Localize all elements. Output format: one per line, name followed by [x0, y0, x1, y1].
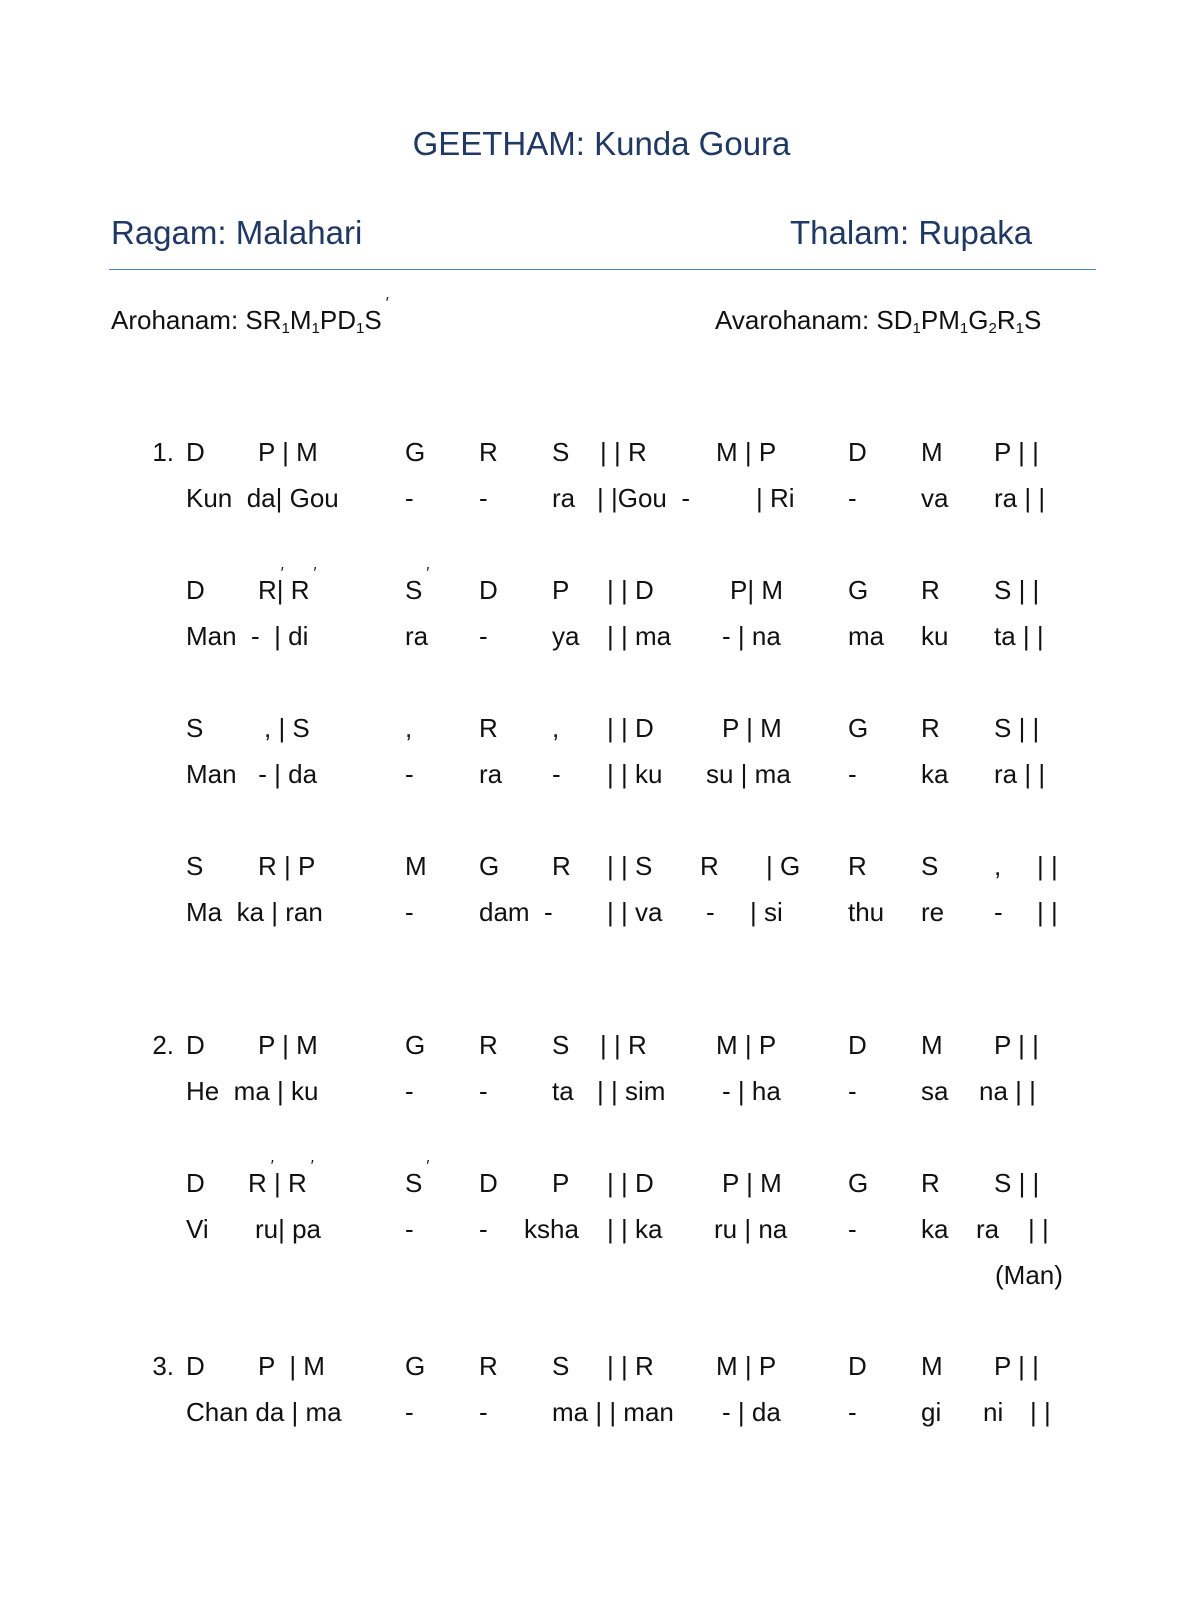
- swara-cell: D: [479, 575, 498, 605]
- scale-note: S: [245, 305, 263, 335]
- swara-cell: G: [848, 1168, 869, 1198]
- swara-cell: | | S: [607, 851, 653, 881]
- swara-cell: R: [921, 713, 940, 743]
- sahitya-cell: -: [405, 1397, 414, 1427]
- sahitya-cell: - | na: [722, 621, 781, 651]
- swara-cell: R: [700, 851, 719, 881]
- scale-note: S ′: [364, 305, 381, 336]
- sahitya-cell: ra: [479, 759, 503, 789]
- sahitya-cell: gi: [921, 1397, 942, 1427]
- sahitya-cell: -: [405, 1214, 414, 1244]
- sahitya-cell: ru | na: [714, 1214, 788, 1244]
- swara-cell: S | |: [994, 1168, 1040, 1198]
- swara-cell: G: [405, 1030, 426, 1060]
- sahitya-cell: -: [848, 483, 857, 513]
- swara-cell: M: [921, 1030, 943, 1060]
- swara-cell: R ′ | R ′: [248, 1168, 307, 1199]
- page-title: GEETHAM: Kunda Goura: [412, 125, 791, 162]
- swara-cell: P: [552, 575, 570, 605]
- swara-cell: M | P: [716, 1030, 777, 1060]
- sahitya-cell: ku: [921, 621, 949, 651]
- sahitya-cell: -: [479, 1397, 488, 1427]
- swara-cell: R: [479, 1030, 498, 1060]
- sahitya-cell: ra | |: [994, 759, 1046, 789]
- swara-cell: P | M: [722, 1168, 782, 1198]
- sahitya-cell: | |: [1037, 897, 1058, 927]
- swara-cell: R: [479, 1351, 498, 1381]
- swara-cell: S: [552, 437, 570, 467]
- swara-cell: R: [479, 713, 498, 743]
- swara-cell: S: [186, 713, 204, 743]
- sahitya-cell: -: [848, 1076, 857, 1106]
- sahitya-cell: na | |: [979, 1076, 1036, 1106]
- sahitya-cell: ksha: [524, 1214, 579, 1244]
- sahitya-cell: ra: [405, 621, 429, 651]
- swara-cell: P | M: [258, 437, 318, 467]
- swara-cell: | |: [1037, 851, 1058, 881]
- sahitya-cell: ra: [552, 483, 576, 513]
- sahitya-cell: - | ha: [722, 1076, 781, 1106]
- sahitya-cell: -: [479, 1076, 488, 1106]
- sahitya-cell: -: [706, 897, 715, 927]
- swara-cell: S | |: [994, 713, 1040, 743]
- sahitya-cell: | | ku: [607, 759, 663, 789]
- sahitya-cell: | | ka: [607, 1214, 663, 1244]
- swara-cell: S: [552, 1030, 570, 1060]
- avarohanam: [715, 305, 1041, 336]
- swara-cell: D: [848, 1030, 867, 1060]
- sahitya-cell: ta: [552, 1076, 574, 1106]
- swara-cell: | | D: [607, 575, 654, 605]
- sahitya-cell: -: [479, 621, 488, 651]
- sahitya-cell: | Ri: [756, 483, 795, 513]
- swara-cell: R: [552, 851, 571, 881]
- swara-cell: | | R: [600, 1030, 647, 1060]
- sahitya-cell: | | ma: [607, 621, 672, 651]
- swara-cell: M: [921, 1351, 943, 1381]
- arohanam: [111, 305, 382, 336]
- scale-note: $M_1$: [289, 305, 320, 337]
- scale-note: $R_1$: [996, 305, 1024, 337]
- swara-cell: P: [552, 1168, 570, 1198]
- stanza-number: 1.: [152, 437, 174, 467]
- swara-cell: M | P: [716, 437, 777, 467]
- scale-note: P: [920, 305, 939, 335]
- swara-cell: P | |: [994, 1030, 1039, 1060]
- sahitya-cell: | si: [750, 897, 783, 927]
- sahitya-cell: ta | |: [994, 621, 1044, 651]
- swara-cell: | G: [766, 851, 801, 881]
- swara-cell: P | M: [258, 1030, 318, 1060]
- swara-cell: P | M: [258, 1351, 325, 1381]
- swara-cell: G: [848, 575, 869, 605]
- sahitya-cell: Chan da | ma: [186, 1397, 342, 1427]
- sahitya-cell: -: [405, 759, 414, 789]
- sahitya-cell: | |: [1030, 1397, 1051, 1427]
- swara-cell: S ′: [405, 1168, 422, 1199]
- scale-note: $G_2$: [968, 305, 997, 337]
- sahitya-cell: -: [848, 759, 857, 789]
- sahitya-cell: Man - | da: [186, 759, 318, 789]
- swara-cell: , | S: [264, 713, 310, 743]
- swara-cell: P| M: [730, 575, 783, 605]
- swara-cell: G: [848, 713, 869, 743]
- sahitya-cell: dam -: [479, 897, 553, 927]
- swara-cell: R: [921, 575, 940, 605]
- sahitya-cell: -: [848, 1397, 857, 1427]
- sahitya-cell: Vi: [186, 1214, 209, 1244]
- swara-cell: R ′| R ′: [258, 575, 310, 606]
- sahitya-cell: He ma | ku: [186, 1076, 319, 1106]
- sahitya-cell: -: [552, 759, 561, 789]
- swara-cell: | | R: [607, 1351, 654, 1381]
- swara-cell: D: [186, 437, 205, 467]
- sahitya-cell: -: [405, 483, 414, 513]
- swara-cell: ,: [405, 713, 413, 743]
- swara-cell: M | P: [716, 1351, 777, 1381]
- sahitya-cell: va: [921, 483, 949, 513]
- sahitya-cell: ka: [921, 759, 949, 789]
- swara-cell: | | D: [607, 713, 654, 743]
- sahitya-cell: | | sim: [597, 1076, 666, 1106]
- swara-cell: R: [921, 1168, 940, 1198]
- sahitya-cell: ka: [921, 1214, 949, 1244]
- thalam-heading: Thalam: Rupaka: [790, 214, 1033, 251]
- avarohanam-label: Avarohanam:: [715, 305, 877, 335]
- scale-note: S: [876, 305, 894, 335]
- scale-note: $D_1$: [893, 305, 921, 337]
- swara-cell: R: [479, 437, 498, 467]
- swara-cell: M: [405, 851, 427, 881]
- swara-cell: S | |: [994, 575, 1040, 605]
- swara-cell: G: [405, 1351, 426, 1381]
- swara-cell: | | D: [607, 1168, 654, 1198]
- sahitya-cell: ya: [552, 621, 580, 651]
- scale-note: S: [1023, 305, 1042, 335]
- swara-cell: P | M: [722, 713, 782, 743]
- scale-note: $D_1$: [337, 305, 365, 337]
- sahitya-cell: -: [405, 897, 414, 927]
- sahitya-cell: re: [921, 897, 945, 927]
- sahitya-cell: -: [479, 1214, 488, 1244]
- swara-cell: D: [186, 1168, 205, 1198]
- arohanam-label: Arohanam:: [111, 305, 246, 335]
- swara-cell: S: [921, 851, 939, 881]
- sahitya-cell: ni: [983, 1397, 1004, 1427]
- sahitya-cell: su | ma: [706, 759, 791, 789]
- swara-cell: M: [921, 437, 943, 467]
- scale-note: $R_1$: [262, 305, 290, 337]
- scale-note: $M_1$: [938, 305, 969, 337]
- sahitya-cell: | | va: [607, 897, 663, 927]
- sahitya-cell: thu: [848, 897, 885, 927]
- swara-cell: D: [848, 1351, 867, 1381]
- swara-cell: D: [186, 1351, 205, 1381]
- swara-cell: P | |: [994, 1351, 1039, 1381]
- repeat-marker: (Man): [995, 1260, 1063, 1290]
- arohanam-notes: [245, 305, 381, 335]
- swara-cell: R: [848, 851, 867, 881]
- swara-cell: G: [405, 437, 426, 467]
- sahitya-cell: ra: [976, 1214, 1000, 1244]
- sahitya-cell: -: [479, 483, 488, 513]
- sahitya-cell: - | da: [722, 1397, 781, 1427]
- sahitya-cell: -: [405, 1076, 414, 1106]
- sahitya-cell: Ma ka | ran: [186, 897, 323, 927]
- sahitya-cell: Man - | di: [186, 621, 309, 651]
- sahitya-cell: ma | | man: [552, 1397, 674, 1427]
- sahitya-cell: Kun da| Gou: [186, 483, 339, 513]
- sahitya-cell: sa: [921, 1076, 949, 1106]
- stanza-number: 2.: [152, 1030, 174, 1060]
- scale-note: P: [319, 305, 338, 335]
- swara-cell: G: [479, 851, 500, 881]
- sahitya-cell: | |Gou -: [597, 483, 690, 513]
- swara-cell: ,: [552, 713, 560, 743]
- sahitya-cell: -: [994, 897, 1003, 927]
- avarohanam-notes: [876, 305, 1041, 335]
- swara-cell: ,: [994, 851, 1002, 881]
- sahitya-cell: ru| pa: [255, 1214, 322, 1244]
- sahitya-cell: | |: [1028, 1214, 1049, 1244]
- stanza-number: 3.: [152, 1351, 174, 1381]
- swara-cell: S: [186, 851, 204, 881]
- swara-cell: P | |: [994, 437, 1039, 467]
- swara-cell: R | P: [258, 851, 316, 881]
- swara-cell: D: [848, 437, 867, 467]
- swara-cell: D: [186, 575, 205, 605]
- swara-cell: D: [186, 1030, 205, 1060]
- swara-cell: S: [552, 1351, 570, 1381]
- ragam-heading: Ragam: Malahari: [111, 214, 363, 251]
- sahitya-cell: ra | |: [994, 483, 1046, 513]
- swara-cell: | | R: [600, 437, 647, 467]
- sahitya-cell: -: [848, 1214, 857, 1244]
- swara-cell: S ′: [405, 575, 422, 606]
- swara-cell: D: [479, 1168, 498, 1198]
- header-divider: [109, 269, 1096, 270]
- sahitya-cell: ma: [848, 621, 885, 651]
